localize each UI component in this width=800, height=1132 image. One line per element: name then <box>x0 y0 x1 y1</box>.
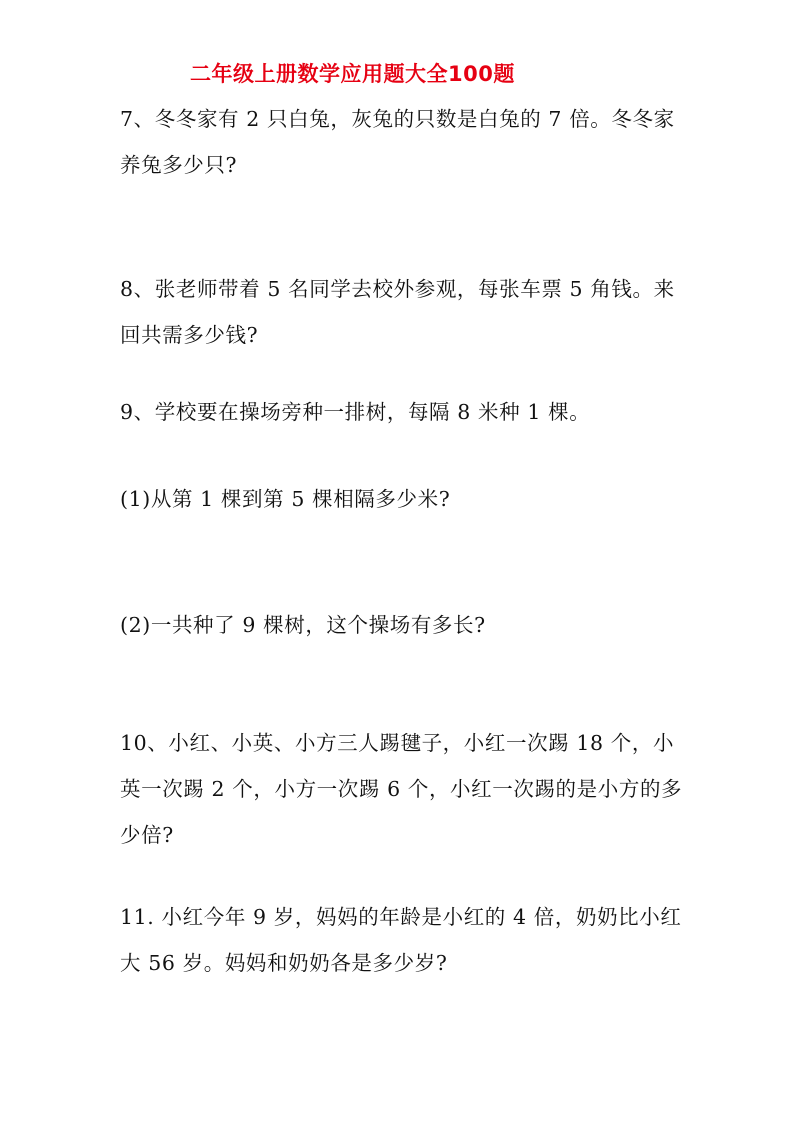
question-8 <box>120 266 695 358</box>
question-9-part-2 <box>120 602 695 648</box>
question-9-part-1-line-1: (1)从第 1 棵到第 5 棵相隔多少米? <box>120 487 451 511</box>
question-8-line-2: 回共需多少钱? <box>120 323 259 347</box>
question-10-line-1: 10、小红、小英、小方三人踢毽子，小红一次踢 18 个，小 <box>120 731 675 755</box>
page-title: 二年级上册数学应用题大全100题 <box>190 62 515 86</box>
question-7 <box>120 96 695 188</box>
question-9-line-1: 9、学校要在操场旁种一排树，每隔 8 米种 1 棵。 <box>120 400 591 424</box>
question-11-line-2: 大 56 岁。妈妈和奶奶各是多少岁? <box>120 951 448 975</box>
question-10-line-3: 少倍? <box>120 823 174 847</box>
question-7-line-1: 7、冬冬家有 2 只白兔，灰兔的只数是白兔的 7 倍。冬冬家 <box>120 107 675 131</box>
question-10 <box>120 720 695 858</box>
question-11 <box>120 894 695 986</box>
question-7-line-2: 养兔多少只? <box>120 153 238 177</box>
question-11-line-1: 11. 小红今年 9 岁，妈妈的年龄是小红的 4 倍，奶奶比小红 <box>120 905 682 929</box>
question-8-line-1: 8、张老师带着 5 名同学去校外参观，每张车票 5 角钱。来 <box>120 277 675 301</box>
question-9-part-1 <box>120 476 695 522</box>
question-9-part-2-line-1: (2)一共种了 9 棵树，这个操场有多长? <box>120 613 486 637</box>
question-9 <box>120 389 695 435</box>
question-10-line-2: 英一次踢 2 个，小方一次踢 6 个，小红一次踢的是小方的多 <box>120 777 683 801</box>
